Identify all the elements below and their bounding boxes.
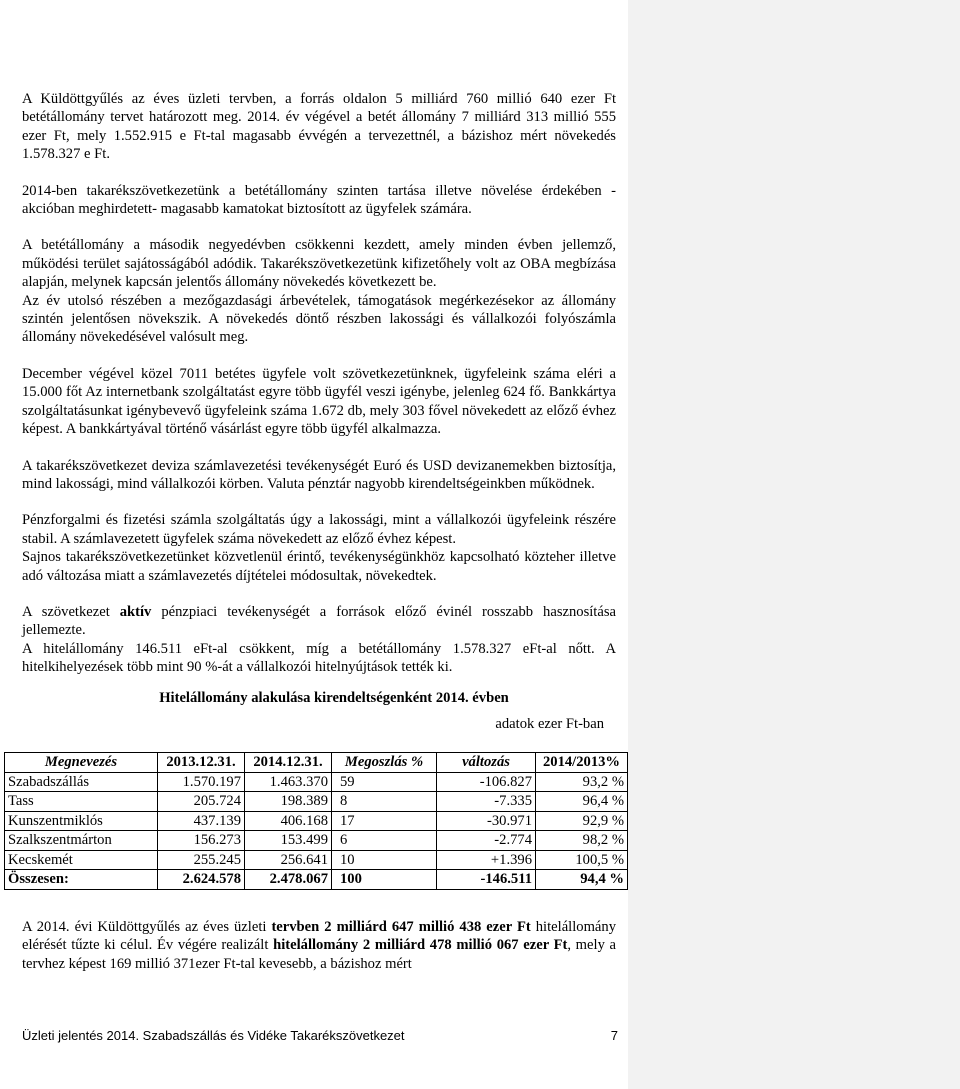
page-footer xyxy=(22,1028,618,1043)
paragraph-fees: Sajnos takarékszövetkezetünket közvetlenül érintő, tevékenységünkhöz kapcsolható közteher illetve adó változása miatt a számlavezetés díjtételei módosultak, növekedtek. xyxy=(22,549,616,584)
paragraph-clients: December végével közel 7011 betétes ügyfele volt szövetkezetünknek, ügyfeleink száma eléri a 15.000 főt Az internetbank szolgáltatást egyre több ügyfél veszi igénybe, jelenleg 624 fő. Bankkártya szolgáltatásunkat igénybevevő ügyfeleink száma 1.672 db, mely 303 fővel növekedett az előző évhez képest. A bankkártyával történő vásárlást egyre több ügyfél alkalmazza. xyxy=(22,365,616,438)
total-ratio-cell: 94,4 % xyxy=(536,870,628,890)
change-cell: -2.774 xyxy=(437,831,536,851)
value-2013-cell: 1.570.197 xyxy=(158,772,245,792)
change-cell: -30.971 xyxy=(437,811,536,831)
paragraph-active: A szövetkezet aktív pénzpiaci tevékenységét a források előző évinél rosszabb hasznosítása jellemezte. xyxy=(22,603,616,639)
loan-table xyxy=(4,752,628,890)
share-cell: 10 xyxy=(332,850,437,870)
col-share-header: Megoszlás % xyxy=(332,753,437,773)
ratio-cell: 100,5 % xyxy=(536,850,628,870)
total-label-cell: Összesen: xyxy=(5,870,158,890)
paragraph-interest: 2014-ben takarékszövetkezetünk a betétállomány szinten tartása illetve növelése érdekében - akcióban meghirdetett- magasabb kamatokat biztosított az ügyfelek számára. xyxy=(22,182,616,218)
footer-text: Üzleti jelentés 2014. Szabadszállás és Vidéke Takarékszövetkezet xyxy=(22,1028,405,1043)
change-cell: -7.335 xyxy=(437,792,536,812)
total-2013-cell: 2.624.578 xyxy=(158,870,245,890)
col-2013-header: 2013.12.31. xyxy=(158,753,245,773)
value-2013-cell: 255.245 xyxy=(158,850,245,870)
col-name-header: Megnevezés xyxy=(5,753,158,773)
value-2013-cell: 156.273 xyxy=(158,831,245,851)
share-cell: 8 xyxy=(332,792,437,812)
table-header-row xyxy=(5,753,628,773)
share-cell: 59 xyxy=(332,772,437,792)
change-cell: +1.396 xyxy=(437,850,536,870)
table-title: Hitelállomány alakulása kirendeltségenként 2014. évben xyxy=(159,689,509,706)
value-2014-cell: 198.389 xyxy=(245,792,332,812)
value-2014-cell: 153.499 xyxy=(245,831,332,851)
table-row xyxy=(5,792,628,812)
paragraph-year-end: Az év utolsó részében a mezőgazdasági árbevételek, támogatások megérkezésekor az állomány szintén jelentősen növekszik. A növekedés döntő részben lakossági és vállalkozói folyószámla állomány növekedésével valósult meg. xyxy=(22,292,616,346)
paragraph-payments: Pénzforgalmi és fizetési számla szolgáltatás úgy a lakossági, mint a vállalkozói ügyfeleink részére stabil. A számlavezetett ügyfelek száma növekedett az előző évhez képest. xyxy=(22,512,616,547)
ratio-cell: 98,2 % xyxy=(536,831,628,851)
total-share-cell: 100 xyxy=(332,870,437,890)
value-2013-cell: 205.724 xyxy=(158,792,245,812)
total-change-cell: -146.511 xyxy=(437,870,536,890)
table-row xyxy=(5,850,628,870)
branch-cell: Kunszentmiklós xyxy=(5,811,158,831)
change-cell: -106.827 xyxy=(437,772,536,792)
paragraph-quarterly: A betétállomány a második negyedévben csökkenni kezdett, amely minden évben jellemző, működési terület sajátosságából adódik. Takarékszövetkezetünk kifizetőhely volt az OBA megbízása alapján, melynek kapcsán jelentős állomány növekedés következett be. xyxy=(22,237,616,291)
table-total-row xyxy=(5,870,628,890)
value-2014-cell: 1.463.370 xyxy=(245,772,332,792)
ratio-cell: 93,2 % xyxy=(536,772,628,792)
value-2013-cell: 437.139 xyxy=(158,811,245,831)
branch-cell: Szalkszentmárton xyxy=(5,831,158,851)
table-row xyxy=(5,811,628,831)
value-2014-cell: 256.641 xyxy=(245,850,332,870)
ratio-cell: 92,9 % xyxy=(536,811,628,831)
table-row xyxy=(5,831,628,851)
value-2014-cell: 406.168 xyxy=(245,811,332,831)
table-units: adatok ezer Ft-ban xyxy=(495,715,604,732)
col-2014-header: 2014.12.31. xyxy=(245,753,332,773)
paragraph-deposit-plan: A Küldöttgyűlés az éves üzleti tervben, a forrás oldalon 5 milliárd 760 millió 640 ezer Ft betétállomány tervet határozott meg. 2014. év végével a betét állomány 7 milliárd 313 millió 555 ezer Ft, mely 1.552.915 e Ft-tal magasabb évvégén a tervezettnél, a bázishoz mért növekedés 1.578.327 e Ft. xyxy=(22,91,616,163)
table-row xyxy=(5,772,628,792)
page-number: 7 xyxy=(610,1028,618,1043)
col-ratio-header: 2014/2013% xyxy=(536,753,628,773)
paragraph-loans: A hitelállomány 146.511 eFt-al csökkent, míg a betétállomány 1.578.327 eFt-al nőtt. A hitelkihelyezések több mint 90 %-át a vállalkozói hitelnyújtások tették ki. xyxy=(22,640,616,676)
col-change-header: változás xyxy=(437,753,536,773)
share-cell: 6 xyxy=(332,831,437,851)
branch-cell: Tass xyxy=(5,792,158,812)
share-cell: 17 xyxy=(332,811,437,831)
branch-cell: Kecskemét xyxy=(5,850,158,870)
report-body xyxy=(22,90,616,733)
comment-sidebar xyxy=(628,0,960,1089)
ratio-cell: 96,4 % xyxy=(536,792,628,812)
paragraph-loan-plan: A 2014. évi Küldöttgyűlés az éves üzleti tervben 2 milliárd 647 millió 438 ezer Ft hitelállomány elérését tűzte ki célul. Év végére realizált hitelállomány 2 milliárd 478 millió 067 ezer Ft, mely a tervhez képest 169 millió 371ezer Ft-tal kevesebb, a bázishoz mért xyxy=(22,919,617,972)
total-2014-cell: 2.478.067 xyxy=(245,870,332,890)
branch-cell: Szabadszállás xyxy=(5,772,158,792)
paragraph-foreign-currency: A takarékszövetkezet deviza számlavezetési tevékenységét Euró és USD devizanemekben biztosítja, mind lakossági, mind vállalkozói körben. Valuta pénztár nagyobb kirendeltségeinkben működnek. xyxy=(22,457,616,492)
